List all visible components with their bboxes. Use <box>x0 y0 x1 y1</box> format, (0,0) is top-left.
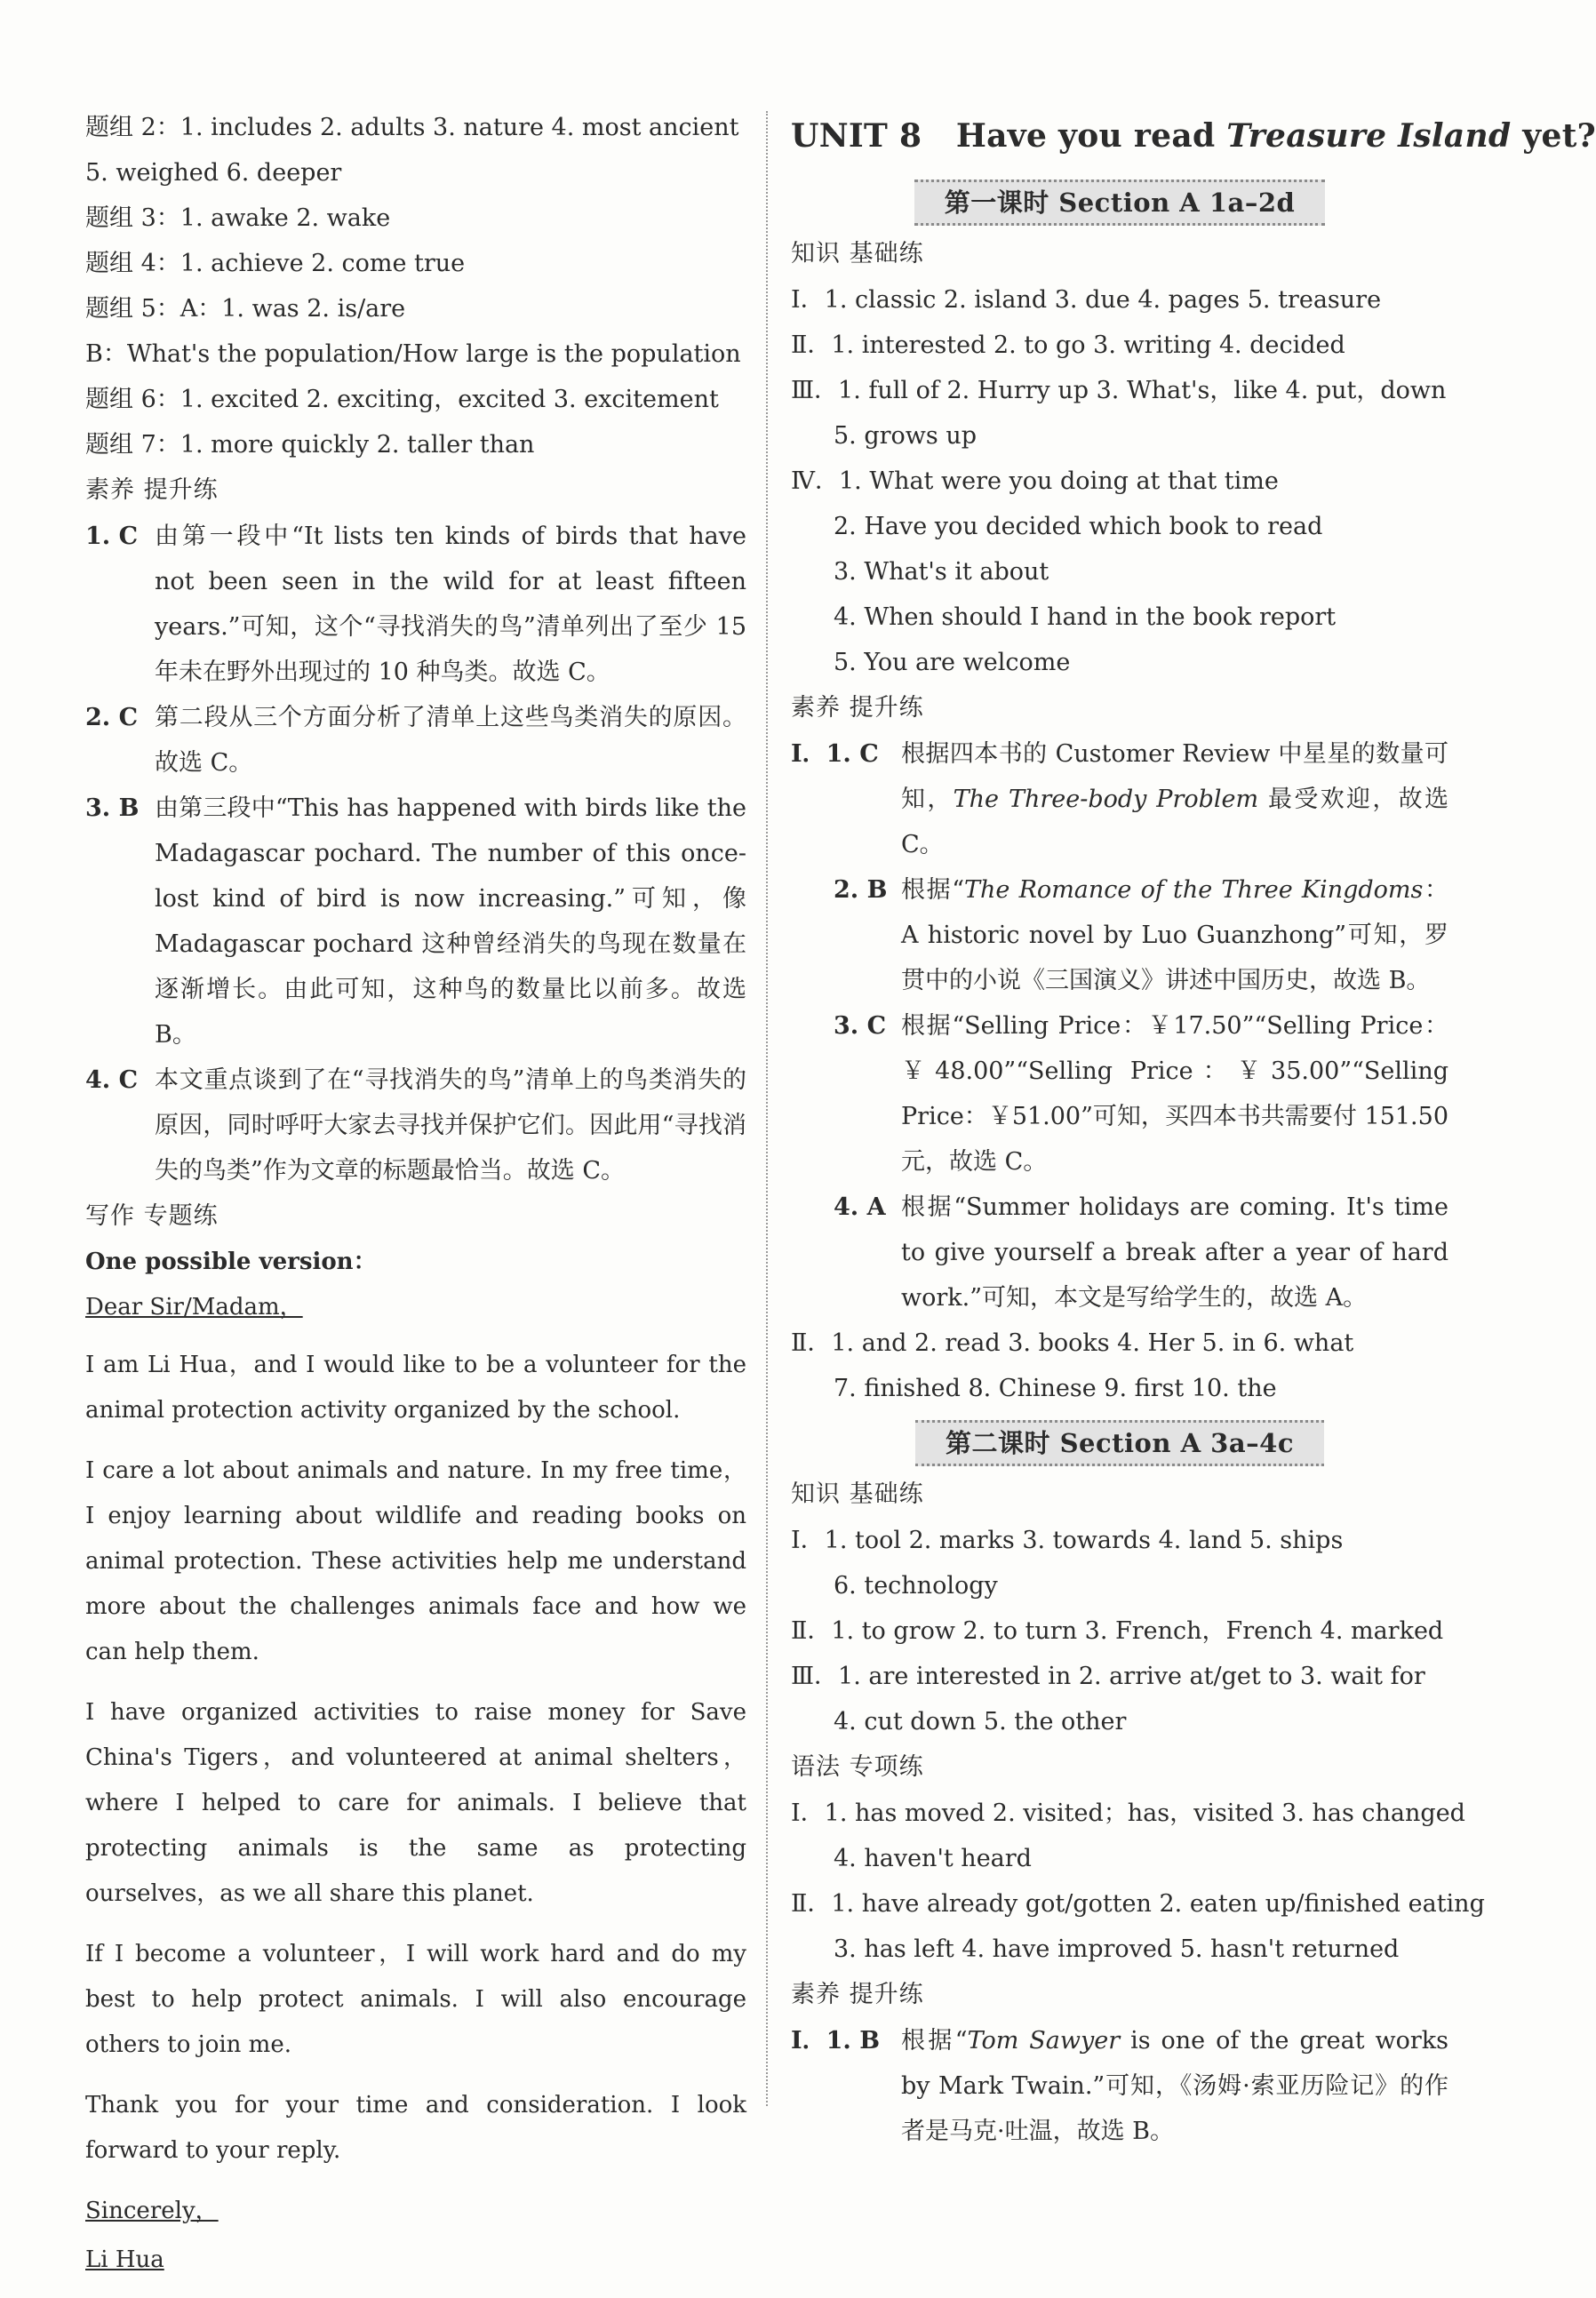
cloze-answers: Ⅱ．1. and 2. read 3. books 4. Her 5. in 6. what <box>791 1329 1354 1357</box>
answer-number: 1. C <box>85 523 139 550</box>
explanation-text: 根据“Tom Sawyer is one of the great works by Mark Twain.”可知，《汤姆·索亚历险记》的作者是马克·吐温，故选 B。 <box>901 2027 1449 2145</box>
grammar-part-II: Ⅱ．1. have already got/gotten 2. eaten up/finished eating <box>791 1890 1485 1918</box>
answer-group-4: 题组 4：1. achieve 2. come true <box>85 250 466 277</box>
answer-number: 2. B <box>834 876 888 904</box>
lesson-2-part-III: Ⅲ．1. are interested in 2. arrive at/get to 3. wait for <box>791 1663 1425 1690</box>
section-heading-zhishi-2: 知识 基础练 <box>791 1480 924 1508</box>
answer-group-7: 题组 7：1. more quickly 2. taller than <box>85 431 535 459</box>
column-divider <box>766 111 768 2106</box>
essay-signature: Li Hua <box>85 2246 164 2273</box>
answer-number: 3. C <box>834 1012 887 1040</box>
essay-closing: Sincerely， <box>85 2198 219 2224</box>
left-column <box>85 105 746 2298</box>
section-heading-writing: 写作 专题练 <box>85 1202 219 1230</box>
lesson-2-banner: 第二课时 Section A 3a–4c <box>915 1420 1324 1466</box>
section-heading-suyang-1: 素养 提升练 <box>791 694 924 722</box>
right-column <box>791 105 1596 2154</box>
unit-title-book: Treasure Island <box>1226 117 1512 155</box>
answer-group-3: 题组 3：1. awake 2. wake <box>85 204 391 232</box>
book-title: Tom Sawyer <box>967 2027 1121 2055</box>
section-heading-suyang-2: 素养 提升练 <box>791 1981 924 2008</box>
lesson-1-part-III-cont: 5. grows up <box>834 422 978 450</box>
lesson-1-part-IV-5: 5. You are welcome <box>834 649 1071 676</box>
lesson-1-part-IV-4: 4. When should I hand in the book report <box>834 603 1337 631</box>
answer-number: 4. C <box>85 1066 139 1094</box>
section-heading-zhishi-1: 知识 基础练 <box>791 240 924 267</box>
unit-title-post: yet? <box>1522 117 1596 155</box>
answer-group-2-cont: 5. weighed 6. deeper <box>85 159 342 187</box>
explanation-2 <box>85 695 746 786</box>
lesson-1-banner: 第一课时 Section A 1a–2d <box>914 180 1326 226</box>
essay-paragraph-1: I am Li Hua，and I would like to be a volunteer for the animal protection activity organized by the school. <box>85 1352 746 1424</box>
unit-title-pre: Have you read <box>955 117 1216 155</box>
essay-paragraph-3: I have organized activities to raise money for Save China's Tigers，and volunteered at animal shelters，where I helped to care for animals. I believe that protecting animals is the same as protecting ourselves，as we all share this planet. <box>85 1699 746 1907</box>
lesson-1-part-III: Ⅲ．1. full of 2. Hurry up 3. What's，like 4. put，down <box>791 377 1447 404</box>
unit-label: UNIT 8 <box>791 117 922 155</box>
explanation-text: 根据“Summer holidays are coming. It's time to give yourself a break after a year of hard work.”可知，本文是写给学生的，故选 A。 <box>901 1193 1448 1312</box>
explanation-4 <box>85 1057 746 1193</box>
reading-explanation-2 <box>791 867 1448 1003</box>
unit-title <box>791 105 1596 171</box>
explanation-text: 本文重点谈到了在“寻找消失的鸟”清单上的鸟类消失的原因，同时呼吁大家去寻找并保护它们。因此用“寻找消失的鸟类”作为文章的标题最恰当。故选 C。 <box>155 1066 746 1185</box>
reading-explanation-4 <box>791 1185 1448 1321</box>
answer-group-6: 题组 6：1. excited 2. exciting，excited 3. excitement <box>85 386 719 413</box>
lesson-1-part-IV-1: Ⅳ．1. What were you doing at that time <box>791 467 1279 495</box>
answer-group-5-b: B：What's the population/How large is the population <box>85 340 741 368</box>
explanation-text: 由第一段中“It lists ten kinds of birds that have not been seen in the wild for at least fifteen years.”可知，这个“寻找消失的鸟”清单列出了至少 15 年未在野外出现过的 10 种鸟类。故选 C。 <box>155 523 746 686</box>
lesson-1-part-II: Ⅱ．1. interested 2. to go 3. writing 4. decided <box>791 331 1345 359</box>
explanation-text: 根据“The Romance of the Three Kingdoms：A historic novel by Luo Guanzhong”可知，罗贯中的小说《三国演义》讲述中国历史，故选 B。 <box>901 876 1448 994</box>
explanation-1 <box>85 514 746 695</box>
lesson-1-part-IV-2: 2. Have you decided which book to read <box>834 513 1323 540</box>
answer-group-2: 题组 2：1. includes 2. adults 3. nature 4. most ancient <box>85 114 739 141</box>
grammar-part-I: Ⅰ．1. has moved 2. visited；has，visited 3. has changed <box>791 1799 1465 1827</box>
explanation-3 <box>85 786 746 1057</box>
grammar-part-I-cont: 4. haven't heard <box>834 1845 1032 1872</box>
essay-salutation: Dear Sir/Madam， <box>85 1294 303 1321</box>
explanation-text: 由第三段中“This has happened with birds like the Madagascar pochard. The number of this once-lost kind of bird is now increasing.”可知，像 Madagascar pochard 这种曾经消失的鸟现在数量在逐渐增长。由此可知，这种鸟的数量比以前多。故选 B。 <box>155 794 746 1049</box>
reading-explanation-1 <box>791 731 1448 867</box>
essay-paragraph-2: I care a lot about animals and nature. In my free time，I enjoy learning about wildlife and reading books on animal protection. These activities help me understand more about the challenges animals face and how we can help them. <box>85 1457 746 1665</box>
answer-group-5: 题组 5：A：1. was 2. is/are <box>85 295 406 323</box>
book-title: The Three-body Problem <box>953 786 1259 813</box>
cloze-answers-cont: 7. finished 8. Chinese 9. first 10. the <box>834 1375 1277 1402</box>
reading-explanation-lesson2-1 <box>791 2018 1448 2154</box>
grammar-part-II-cont: 3. has left 4. have improved 5. hasn't returned <box>834 1935 1400 1963</box>
answer-number: Ⅰ．1. C <box>791 740 879 768</box>
section-heading-grammar: 语法 专项练 <box>791 1753 924 1781</box>
essay-paragraph-4: If I become a volunteer，I will work hard and do my best to help protect animals. I will also encourage others to join me. <box>85 1941 746 2058</box>
lesson-2-part-II: Ⅱ．1. to grow 2. to turn 3. French，French 4. marked <box>791 1617 1444 1645</box>
book-title: The Romance of the Three Kingdoms <box>964 876 1424 904</box>
lesson-1-part-I: Ⅰ．1. classic 2. island 3. due 4. pages 5. treasure <box>791 286 1382 314</box>
section-heading-suyang: 素养 提升练 <box>85 476 219 504</box>
explanation-text: 根据四本书的 Customer Review 中星星的数量可知，The Three-body Problem 最受欢迎，故选 C。 <box>901 740 1448 858</box>
lesson-2-part-I-cont: 6. technology <box>834 1572 998 1600</box>
answer-number: 3. B <box>85 794 140 822</box>
lesson-2-part-I: Ⅰ．1. tool 2. marks 3. towards 4. land 5. ships <box>791 1527 1344 1554</box>
explanation-text: 第二段从三个方面分析了清单上这些鸟类消失的原因。故选 C。 <box>155 704 746 777</box>
answer-number: 2. C <box>85 704 139 731</box>
sample-essay <box>85 1285 746 2283</box>
answer-number: 4. A <box>834 1193 886 1221</box>
essay-paragraph-5: Thank you for your time and consideration. I look forward to your reply. <box>85 2092 746 2164</box>
explanation-text: 根据“Selling Price：￥17.50”“Selling Price：￥48.00”“Selling Price：￥35.00”“Selling Price：￥51.00”可知，买四本书共需要付 151.50 元，故选 C。 <box>901 1012 1448 1176</box>
lesson-1-part-IV-3: 3. What's it about <box>834 558 1049 586</box>
reading-explanation-3 <box>791 1003 1448 1185</box>
answer-number: Ⅰ．1. B <box>791 2027 881 2055</box>
version-label: One possible version： <box>85 1249 377 1275</box>
lesson-2-part-III-cont: 4. cut down 5. the other <box>834 1708 1127 1735</box>
